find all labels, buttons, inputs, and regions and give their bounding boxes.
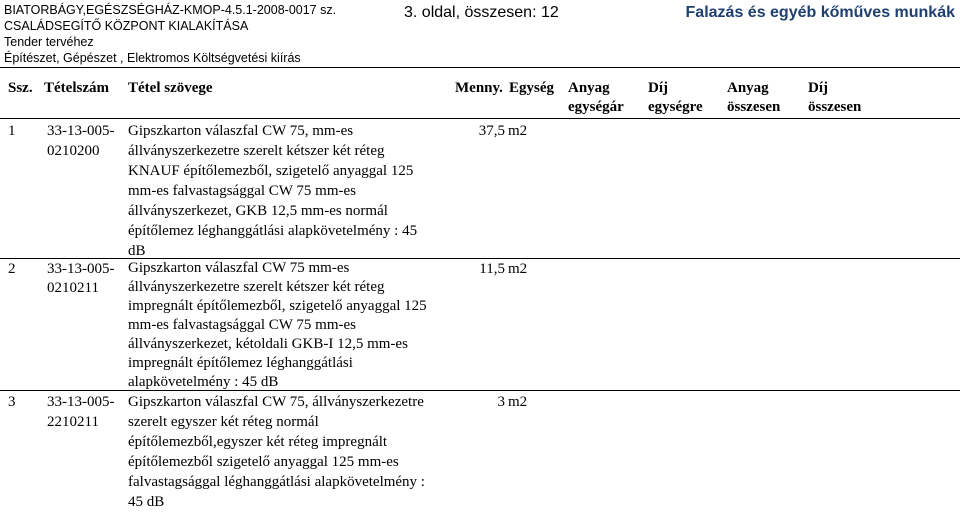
description-line: falvastagsággal léghanggátlási alapkövetelmény :: [128, 474, 425, 490]
col-fee-total-1: Díj: [808, 80, 828, 96]
description-line: állványszerkezet, GKB 12,5 mm-es normál: [128, 203, 388, 219]
item-code-line-1: 33-13-005-: [47, 394, 115, 410]
project-subtitle: CSALÁDSEGÍTŐ KÖZPONT KIALAKÍTÁSA: [4, 19, 249, 33]
row-number: 1: [8, 123, 16, 139]
description-line: mm-es falvastagsággal CW 75 mm-es: [128, 183, 357, 199]
description-line: építőlemezből szigetelő anyaggal 125 mm-es: [128, 454, 399, 470]
project-name: BIATORBÁGY,EGÉSZSÉGHÁZ-KMOP-4.5.1-2008-0017 sz.: [4, 3, 337, 17]
item-description: [128, 259, 427, 392]
header-separator: [0, 67, 960, 68]
description-line: dB: [128, 243, 146, 259]
row-number: 2: [8, 261, 16, 277]
description-line: szerelt egyszer két réteg normál: [128, 414, 319, 430]
quantity: 37,5: [478, 123, 505, 139]
row-number: 3: [8, 394, 16, 410]
col-mat-total-1: Anyag: [727, 80, 769, 96]
description-line: építőlemez léghanggátlási alapkövetelmény : 45: [128, 223, 418, 239]
item-code-line-2: 2210211: [47, 414, 99, 430]
plan-label: Tender tervéhez: [4, 35, 94, 49]
item-description: [128, 392, 425, 512]
table-header-rule: [0, 118, 960, 119]
description-line: Gipszkarton válaszfal CW 75 mm-es: [128, 260, 350, 276]
description-line: állványszerkezet, kétoldali GKB-I 12,5 mm-es: [128, 336, 408, 352]
page-info: 3. oldal, összesen: 12: [404, 4, 559, 21]
col-fee-unit-2: egységre: [648, 99, 703, 115]
unit: m2: [508, 394, 528, 410]
col-text: Tétel szövege: [128, 80, 213, 96]
col-no: Ssz.: [8, 80, 33, 96]
item-code-line-2: 0210211: [47, 280, 99, 296]
item-code-line-1: 33-13-005-: [47, 123, 115, 139]
description-line: impregnált építőlemezből, szigetelő anyaggal 125: [128, 298, 427, 314]
col-unit: Egység: [509, 80, 554, 96]
description-line: impregnált építőlemez léghanggátlási: [128, 355, 353, 371]
quantity: 11,5: [479, 261, 505, 277]
unit: m2: [508, 123, 528, 139]
item-description: [128, 121, 417, 261]
description-line: mm-es falvastagsággal CW 75 mm-es: [128, 317, 357, 333]
col-mat-total-2: összesen: [727, 99, 781, 115]
description-line: Gipszkarton válaszfal CW 75, állványszerkezetre: [128, 394, 424, 410]
item-code-line-2: 0210200: [47, 143, 100, 159]
disciplines-label: Építészet, Gépészet , Elektromos Költségvetési kiírás: [4, 51, 301, 65]
description-line: 45 dB: [128, 494, 165, 510]
description-line: építőlemezből,egyszer két réteg impregnált: [128, 434, 388, 450]
col-fee-unit-1: Díj: [648, 80, 668, 96]
col-mat-unit-1: Anyag: [568, 80, 610, 96]
description-line: állványszerkezetre szerelt kétszer két réteg: [128, 143, 385, 159]
col-fee-total-2: összesen: [808, 99, 862, 115]
col-mat-unit-2: egységár: [568, 99, 624, 115]
col-qty: Menny.: [455, 80, 503, 96]
quantity: 3: [497, 394, 505, 410]
description-line: KNAUF építőlemezből, szigetelő anyaggal 125: [128, 163, 414, 179]
description-line: alapkövetelmény : 45 dB: [128, 374, 279, 390]
category-title: Falazás és egyéb kőműves munkák: [685, 4, 955, 21]
col-code: Tételszám: [44, 80, 109, 96]
unit: m2: [508, 261, 528, 277]
item-code-line-1: 33-13-005-: [47, 261, 115, 277]
description-line: állványszerkezetre szerelt kétszer két réteg: [128, 279, 385, 295]
description-line: Gipszkarton válaszfal CW 75, mm-es: [128, 123, 354, 139]
